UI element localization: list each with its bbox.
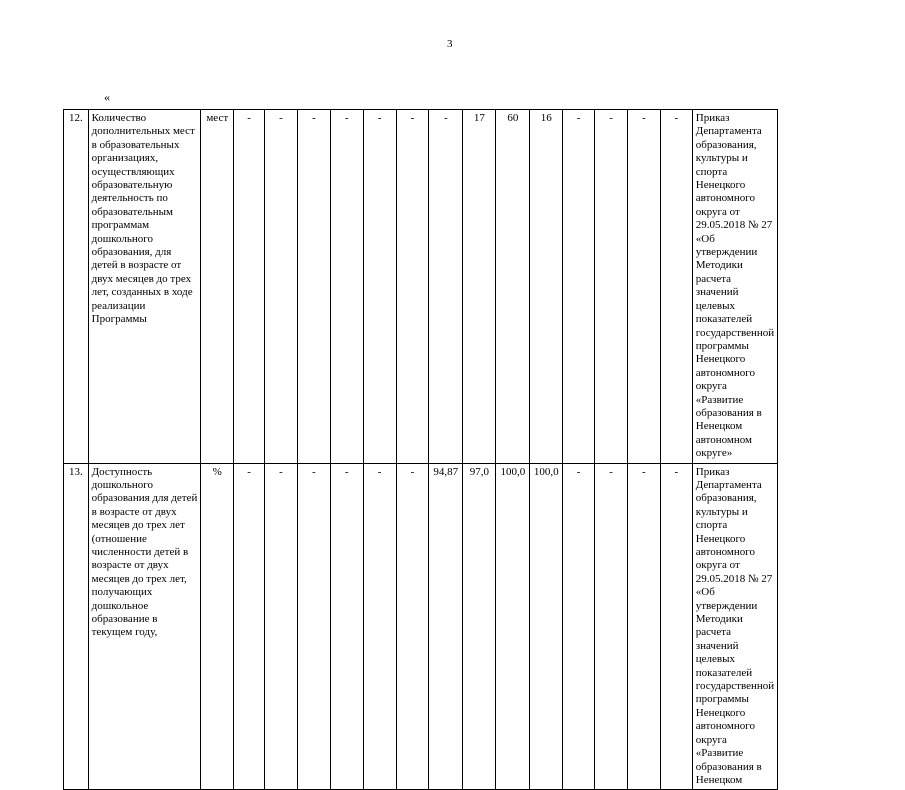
value-cell: - bbox=[429, 110, 463, 464]
value-cell: 97,0 bbox=[463, 463, 496, 790]
unit-cell: % bbox=[201, 463, 234, 790]
indicator-name: Доступность дошкольного образования для детей в возрасте от двух месяцев до трех лет (отношение численности детей в возрасте от двух месяцев до трех лет, получающих дошкольное образование в текущем году, bbox=[88, 463, 201, 790]
row-number: 12. bbox=[64, 110, 89, 464]
unit-cell: мест bbox=[201, 110, 234, 464]
value-cell: - bbox=[265, 463, 298, 790]
value-cell: - bbox=[627, 463, 660, 790]
value-cell: - bbox=[595, 110, 628, 464]
value-cell: - bbox=[330, 463, 363, 790]
value-cell: 100,0 bbox=[496, 463, 530, 790]
value-cell: 16 bbox=[530, 110, 563, 464]
value-cell: - bbox=[660, 463, 692, 790]
value-cell: - bbox=[363, 463, 396, 790]
value-cell: - bbox=[396, 463, 429, 790]
value-cell: - bbox=[234, 463, 265, 790]
table-row-12 bbox=[64, 110, 905, 464]
value-cell: - bbox=[297, 463, 330, 790]
source-document: Приказ Департамента образования, культуры и спорта Ненецкого автономного округа от 29.05.2018 № 27 «Об утверждении Методики расчета значений целевых показателей государственной программы Ненецкого автономного округа «Развитие образования в Ненецком bbox=[692, 463, 777, 790]
value-cell: - bbox=[330, 110, 363, 464]
row-number: 13. bbox=[64, 463, 89, 790]
indicators-table bbox=[63, 109, 905, 790]
value-cell: - bbox=[265, 110, 298, 464]
table-row-13 bbox=[64, 463, 905, 790]
value-cell: 60 bbox=[496, 110, 530, 464]
value-cell: - bbox=[627, 110, 660, 464]
value-cell: - bbox=[297, 110, 330, 464]
value-cell: - bbox=[363, 110, 396, 464]
page-number: 3 bbox=[447, 38, 453, 50]
value-cell: 94,87 bbox=[429, 463, 463, 790]
value-cell: - bbox=[396, 110, 429, 464]
indicator-name: Количество дополнительных мест в образовательных организациях, осуществляющих образовательную деятельность по образовательным программам дошкольного образования, для детей в возрасте от двух месяцев до трех лет, созданных в ходе реализации Программы bbox=[88, 110, 201, 464]
value-cell: - bbox=[563, 463, 595, 790]
source-document: Приказ Департамента образования, культуры и спорта Ненецкого автономного округа от 29.05.2018 № 27 «Об утверждении Методики расчета значений целевых показателей государственной программы Ненецкого автономного округа «Развитие образования в Ненецком автономном округе» bbox=[692, 110, 777, 464]
value-cell: - bbox=[595, 463, 628, 790]
value-cell: - bbox=[563, 110, 595, 464]
value-cell: - bbox=[660, 110, 692, 464]
value-cell: 100,0 bbox=[530, 463, 563, 790]
value-cell: 17 bbox=[463, 110, 496, 464]
value-cell: - bbox=[234, 110, 265, 464]
opening-quote-mark: « bbox=[104, 90, 110, 104]
